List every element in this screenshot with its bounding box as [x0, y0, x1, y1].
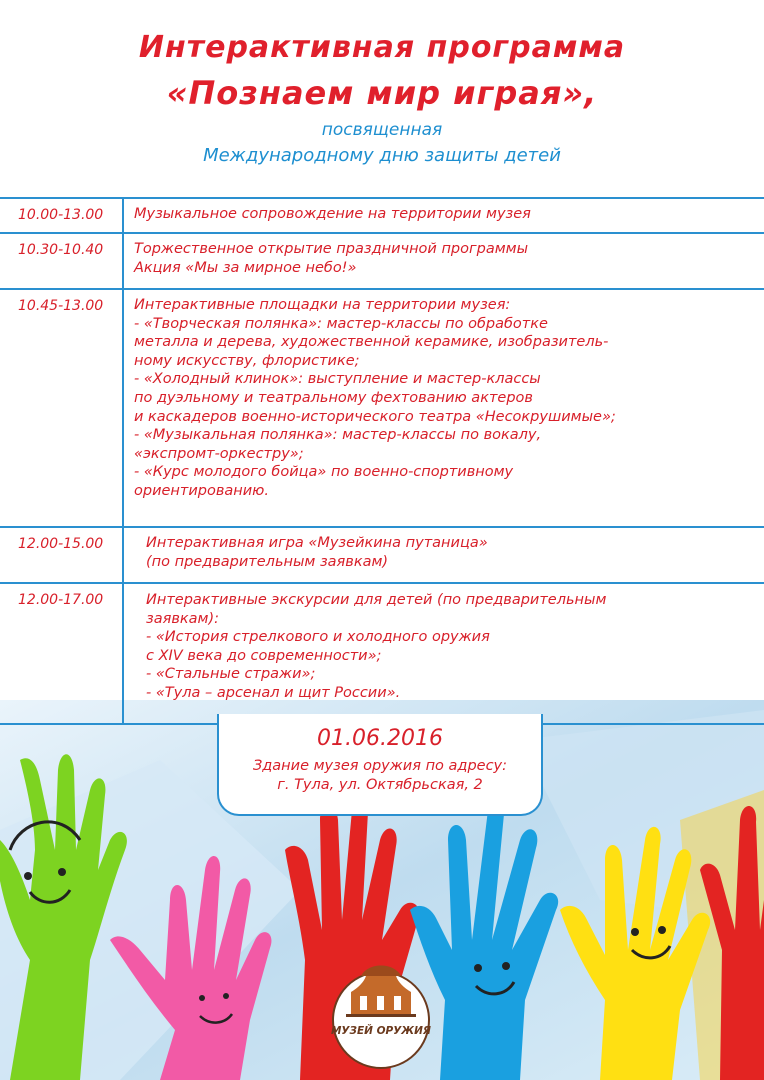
schedule-line: - «Холодный клинок»: выступление и мастер-классы: [134, 371, 541, 388]
schedule-line: - «История стрелкового и холодного оружия: [146, 629, 490, 646]
schedule-description: [124, 584, 764, 723]
schedule-line: - «Музыкальная полянка»: мастер-классы по вокалу,: [134, 427, 542, 444]
schedule-line: Музыкальное сопровождение на территории музея: [134, 206, 531, 222]
schedule-row: [0, 290, 764, 528]
title-line-1: Интерактивная программа: [138, 30, 626, 65]
schedule-description: [124, 290, 764, 526]
schedule-time: 10.45-13.00: [0, 290, 124, 526]
event-date: 01.06.2016: [317, 726, 443, 751]
schedule-line: Акция «Мы за мирное небо!»: [134, 259, 357, 276]
logo-text: МУЗЕЙ ОРУЖИЯ: [330, 1025, 432, 1037]
schedule-line: с XIV века до современности»;: [146, 647, 382, 664]
schedule-description: [124, 234, 764, 288]
event-date-box: [217, 714, 543, 816]
schedule-table: [0, 197, 764, 725]
schedule-line: Интерактивная игра «Музейкина путаница»: [146, 535, 488, 551]
schedule-line: (по предварительным заявкам): [146, 553, 389, 570]
subtitle-line-1: посвященная: [321, 120, 443, 140]
schedule-line: Интерактивные площадки на территории музея:: [134, 297, 511, 313]
schedule-line: - «Тула – арсенал и щит России».: [146, 684, 401, 701]
schedule-row: [0, 199, 764, 234]
schedule-line: металла и дерева, художественной керамике, изобразитель-: [134, 334, 609, 351]
schedule-line: по дуэльному и театральному фехтованию актеров: [134, 389, 533, 406]
schedule-line: Интерактивные экскурсии для детей (по предварительным: [146, 592, 607, 608]
schedule-time: 10.30-10.40: [0, 234, 124, 288]
schedule-line: - «Курс молодого бойца» по военно-спортивному: [134, 464, 514, 481]
subtitle-line-2: Международному дню защиты детей: [203, 145, 561, 166]
schedule-line: ориентированию.: [134, 482, 269, 499]
schedule-time: 12.00-15.00: [0, 528, 124, 582]
schedule-line: - «Творческая полянка»: мастер-классы по обработке: [134, 315, 548, 332]
schedule-description: [124, 528, 764, 582]
schedule-time: 12.00-17.00: [0, 584, 124, 723]
schedule-row: [0, 234, 764, 290]
schedule-time: 10.00-13.00: [0, 199, 124, 232]
schedule-description: [124, 199, 764, 232]
event-address: [219, 757, 541, 795]
schedule-line: - «Стальные стражи»;: [146, 666, 316, 683]
schedule-line: и каскадеров военно-исторического театра «Несокрушимые»;: [134, 408, 616, 425]
title-line-2: «Познаем мир играя»,: [166, 74, 598, 112]
schedule-line: ному искусству, флористике;: [134, 352, 360, 369]
schedule-row: [0, 528, 764, 584]
schedule-line: заявкам):: [146, 610, 219, 627]
address-line-1: Здание музея оружия по адресу:: [252, 758, 508, 774]
schedule-line: «экспромт-оркестру»;: [134, 445, 304, 462]
schedule-row: [0, 584, 764, 725]
schedule-line: Торжественное открытие праздничной программы: [134, 241, 529, 257]
address-line-2: г. Тула, ул. Октябрьская, 2: [277, 777, 483, 793]
